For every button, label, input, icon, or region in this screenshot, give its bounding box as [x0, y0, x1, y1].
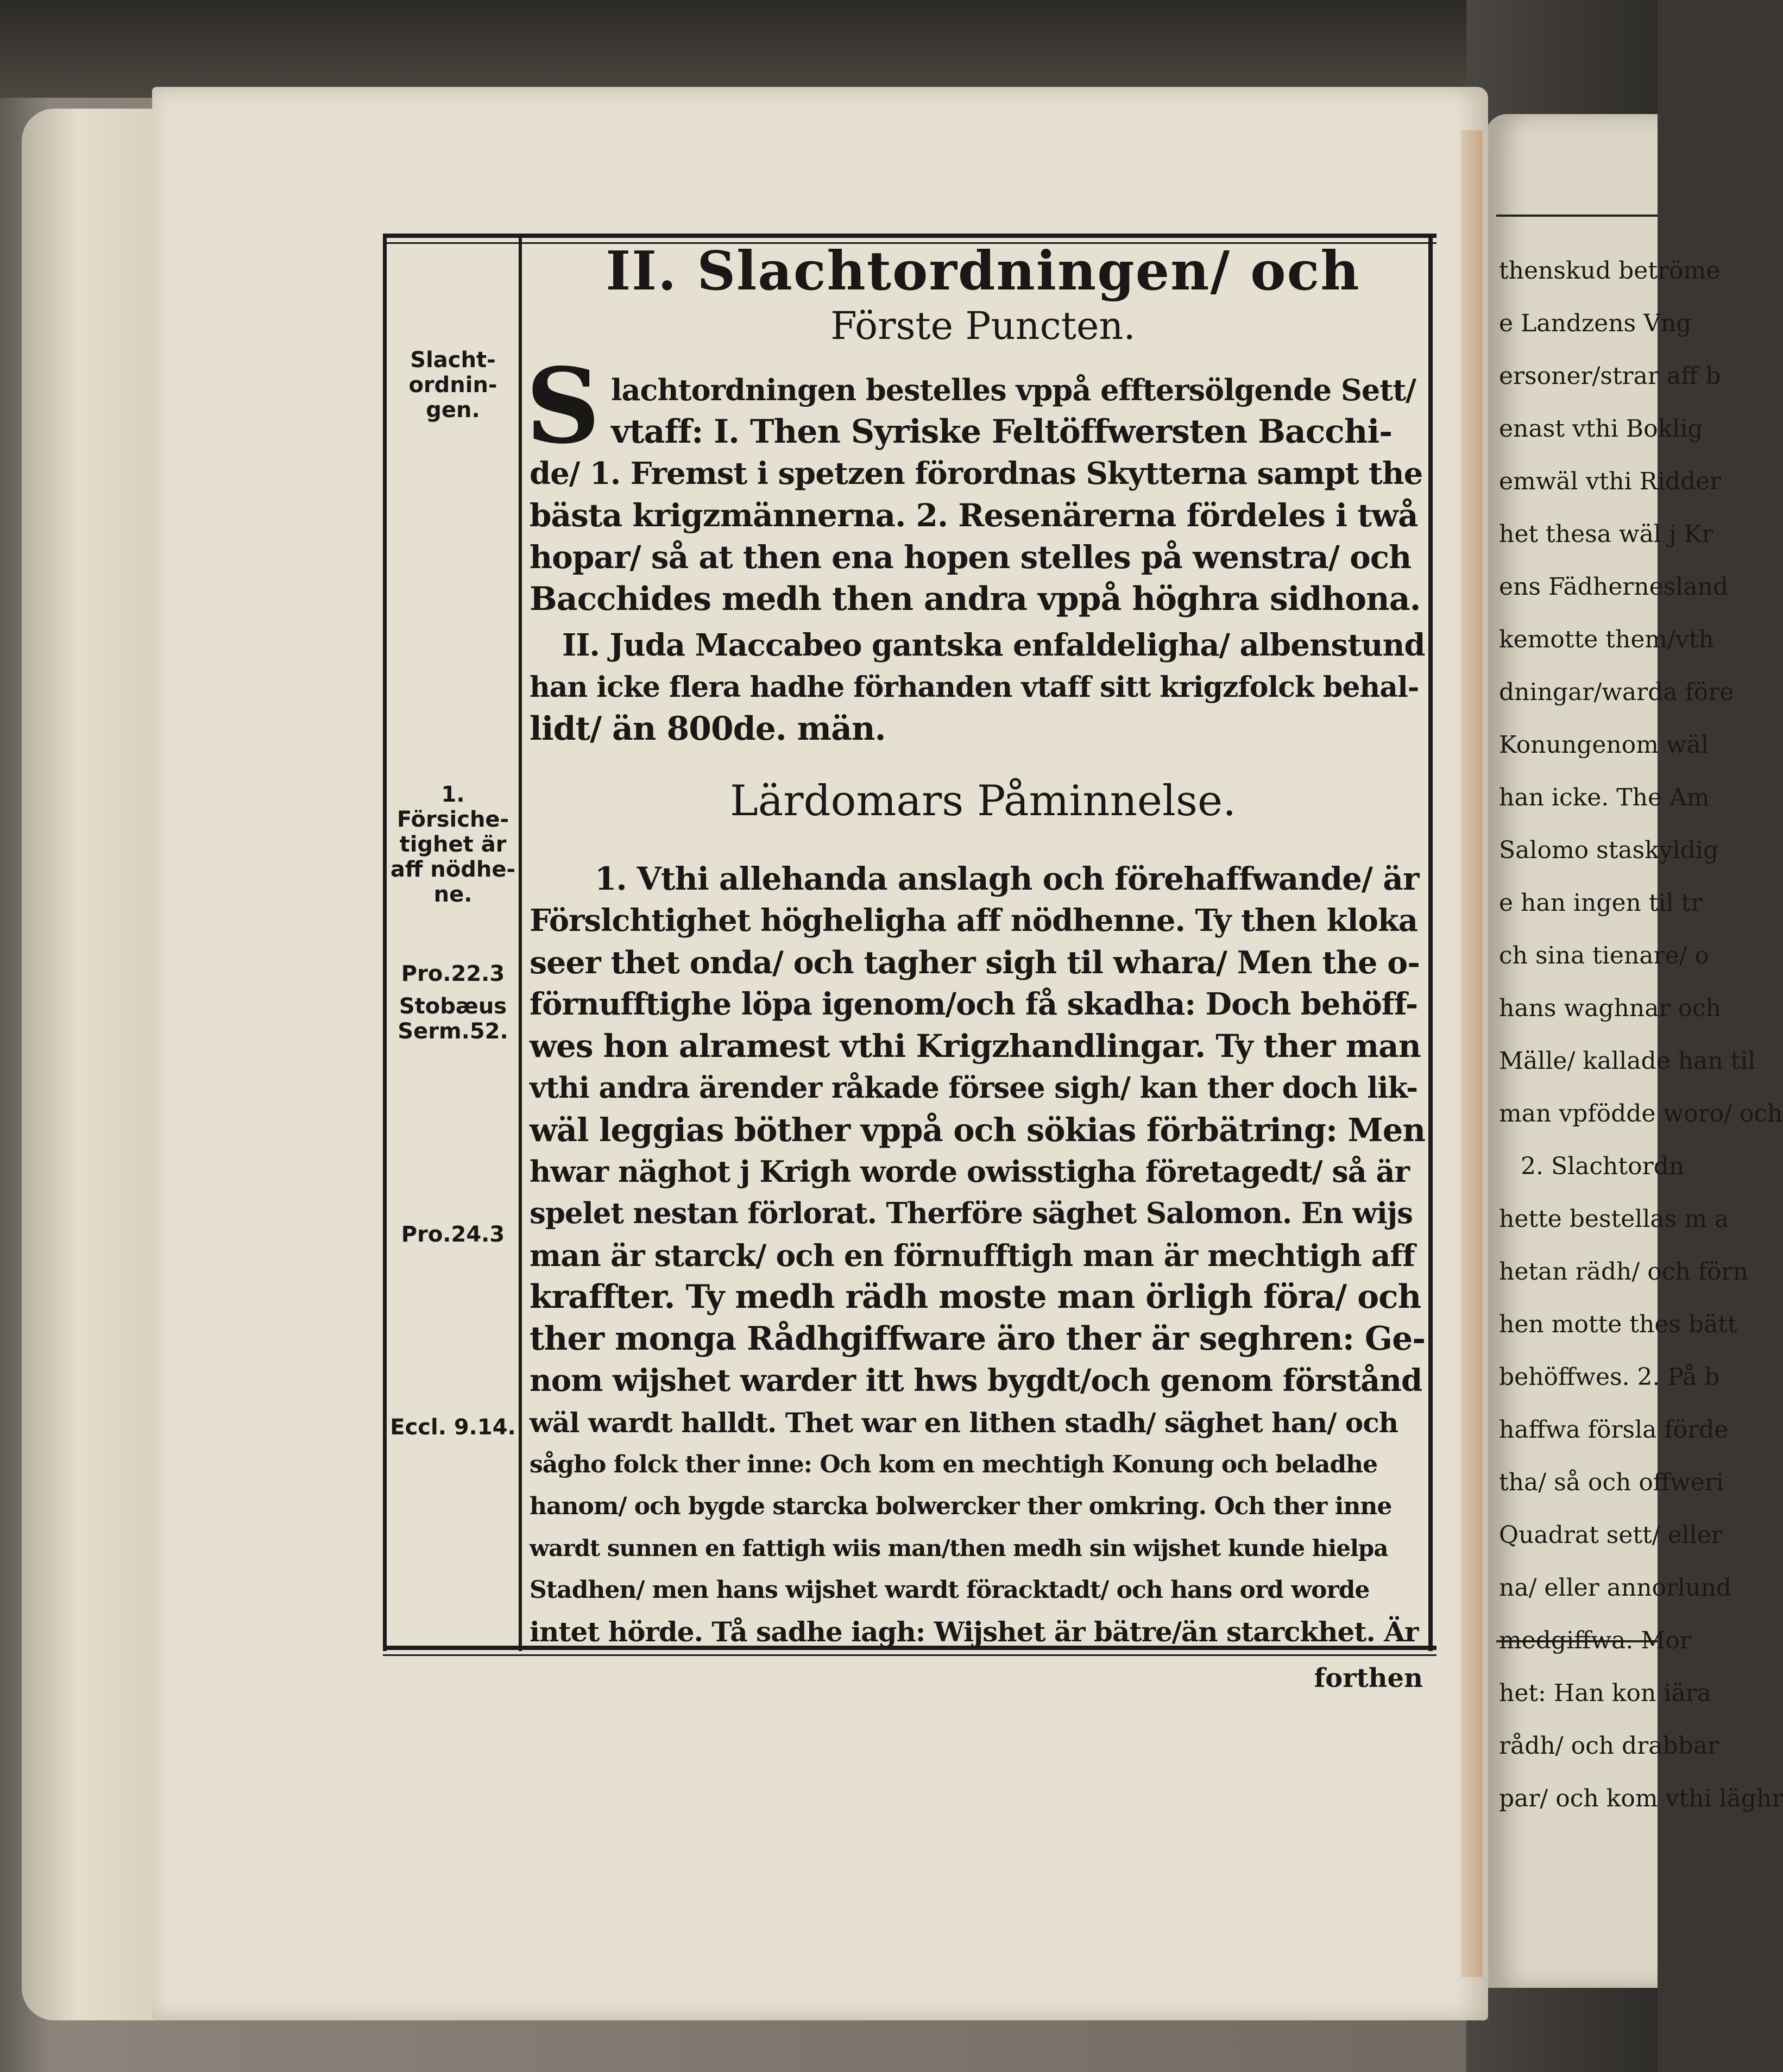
frame-rule-margin [519, 234, 522, 1651]
section-2-text [530, 625, 1426, 750]
text-line: vtaff: I. Then Syriske Feltöffwersten Bacchi- [611, 413, 1393, 451]
facing-page-line: e han ingen til tr [1499, 889, 1703, 917]
facing-page-line: na/ eller annorlund [1499, 1574, 1731, 1602]
facing-page-line: man vpfödde woro/ och [1499, 1100, 1783, 1128]
margin-note-line: ne. [433, 882, 472, 907]
frame-rule-left [383, 234, 387, 1651]
margin-note-6 [388, 1415, 518, 1440]
text-line: II. Juda Maccabeo gantska enfaldeligha/ albenstund [562, 627, 1425, 663]
facing-page-line: ersoner/strar aff b [1499, 362, 1721, 390]
text-line: bästa krigzmännerna. 2. Resenärerna fördeles i twå [530, 497, 1418, 534]
facing-page-line: hans waghnar och [1499, 994, 1721, 1022]
text-line: Stadhen/ men hans wijshet wardt föracktadt/ och hans ord worde [530, 1576, 1370, 1604]
margin-note-5 [388, 1222, 518, 1247]
book-cover-top [0, 0, 1658, 98]
facing-page-line: hen motte thes bätt [1499, 1311, 1737, 1338]
text-line: wes hon alramest vthi Krigzhandlingar. Ty ther man [530, 1028, 1421, 1065]
text-line: vthi andra ärender råkade försee sigh/ kan ther doch lik- [530, 1071, 1418, 1105]
facing-page-line: thenskud betröme [1499, 257, 1721, 285]
text-line: lachtordningen bestelles vppå efftersölgende Sett/ [611, 373, 1416, 407]
margin-note-line: Serm.52. [398, 1019, 508, 1044]
facing-page-line: hette bestellas m a [1499, 1205, 1729, 1233]
margin-note-4 [388, 994, 518, 1044]
margin-note-1 [388, 348, 518, 423]
text-line: man är starck/ och en förnufftigh man är mechtigh aff [530, 1238, 1415, 1273]
text-line: de/ 1. Fremst i spetzen förordnas Skytterna sampt the [530, 456, 1423, 492]
facing-page-line: hetan rädh/ och förn [1499, 1258, 1748, 1286]
facing-page-line: behöffwes. 2. På b [1499, 1363, 1720, 1391]
margin-note-line: gen. [426, 398, 480, 423]
facing-page-line: haffwa försla förde [1499, 1416, 1729, 1444]
text-line: spelet nestan förlorat. Therföre säghet Salomon. En wijs [530, 1196, 1413, 1230]
margin-note-line: 1. [441, 782, 465, 807]
drop-cap: S [526, 345, 601, 467]
text-line: 1. Vthi allehanda anslagh och förehaffwande/ är [595, 860, 1419, 897]
lessons-text [530, 858, 1426, 1653]
text-line: sågho folck ther inne: Och kom en mechtigh Konung och beladhe [530, 1451, 1378, 1478]
margin-note-line: tighet är [399, 832, 507, 857]
text-line: förnufftighe löpa igenom/och få skadha: Doch behöff- [530, 986, 1418, 1022]
facing-page-line: kemotte them/vth [1499, 626, 1714, 653]
frame-rule-top [383, 234, 1437, 238]
facing-page-line: emwäl vthi Ridder [1499, 468, 1722, 495]
facing-page-line: han icke. The Am [1499, 784, 1710, 811]
margin-note-line: ordnin- [408, 373, 497, 398]
lessons-heading: Lärdomars Påminnelse. [729, 777, 1236, 826]
section-1-text [530, 369, 1426, 620]
chapter-subtitle: Förste Puncten. [830, 304, 1136, 348]
facing-page-line: Konungenom wäl [1499, 731, 1709, 759]
facing-page-line: Salomo staskyldig [1499, 836, 1719, 864]
facing-page-line: het thesa wäl j Kr [1499, 520, 1713, 548]
margin-note-line: Försiche- [396, 807, 509, 832]
margin-note-3 [388, 961, 518, 986]
text-line: hopar/ så at then ena hopen stelles på wenstra/ och [530, 539, 1412, 576]
text-line: kraffter. Ty medh rädh moste man örligh föra/ och [530, 1278, 1421, 1316]
facing-page-line: 2. Slachtordn [1521, 1152, 1685, 1180]
margin-note-line: Slacht- [410, 348, 496, 373]
text-line: nom wijshet warder itt hws bygdt/och genom förstånd [530, 1363, 1422, 1399]
text-line: hwar näghot j Krigh worde owisstigha företagedt/ så är [530, 1154, 1409, 1189]
text-line: lidt/ än 800de. män. [530, 710, 886, 748]
text-line: Förslchtighet högheligha aff nödhenne. Ty then kloka [530, 903, 1417, 939]
text-line: han icke flera hadhe förhanden vtaff sitt krigzfolck behal- [530, 671, 1419, 704]
facing-page-line: ens Fädhernesland [1499, 573, 1729, 601]
facing-page-line: par/ och kom vthi läghr [1499, 1785, 1783, 1812]
text-line: wäl wardt halldt. Thet war en lithen stadh/ säghet han/ och [530, 1407, 1398, 1439]
text-line: seer thet onda/ och tagher sigh til whara/ Men the o- [530, 944, 1420, 981]
text-line: ther monga Rådhgiffware äro ther är seghren: Ge- [530, 1320, 1426, 1358]
facing-page-line: Quadrat sett/ eller [1499, 1521, 1723, 1549]
margin-note-2 [388, 782, 518, 907]
facing-page-line: rådh/ och drabbar [1499, 1732, 1719, 1760]
text-line: Bacchides medh then andra vppå höghra sidhona. [530, 580, 1421, 618]
facing-page-line: het: Han kon iära [1499, 1679, 1711, 1707]
facing-page-line: tha/ så och offweri [1499, 1469, 1724, 1496]
margin-note-line: Eccl. 9.14. [390, 1415, 516, 1440]
facing-page-line: Mälle/ kallade han til [1499, 1047, 1756, 1075]
margin-note-line: Pro.22.3 [401, 961, 505, 986]
facing-page-line: ch sina tienare/ o [1499, 942, 1709, 969]
catchword: forthen [1314, 1663, 1423, 1693]
facing-page-line: enast vthi Boklig [1499, 415, 1703, 443]
facing-page-line: medgiffwa. Mor [1499, 1627, 1691, 1654]
facing-page-text [1499, 244, 1783, 1825]
text-line: wardt sunnen en fattigh wiis man/then medh sin wijshet kunde hielpa [530, 1535, 1388, 1561]
text-line: wäl leggias böther vppå och sökias förbätring: Men [530, 1111, 1426, 1149]
text-line: intet hörde. Tå sadhe iagh: Wijshet är bätre/än starckhet. Är [530, 1616, 1419, 1648]
margin-note-line: Stobæus [399, 994, 507, 1019]
chapter-title: II. Slachtordningen/ och [606, 240, 1360, 303]
margin-note-line: Pro.24.3 [401, 1222, 505, 1247]
frame-rule-right [1428, 234, 1433, 1651]
page-stack-edge [22, 109, 163, 2020]
facing-page-rule-top [1496, 215, 1658, 217]
facing-page-line: dningar/warda före [1499, 678, 1734, 706]
margin-note-line: aff nödhe- [390, 857, 516, 882]
facing-page-line: e Landzens Vng [1499, 310, 1692, 337]
frame-rule-bottom-thin [383, 1654, 1437, 1656]
text-line: hanom/ och bygde starcka bolwercker ther omkring. Och ther inne [530, 1492, 1392, 1520]
page-gutter-edge [1461, 130, 1483, 1977]
